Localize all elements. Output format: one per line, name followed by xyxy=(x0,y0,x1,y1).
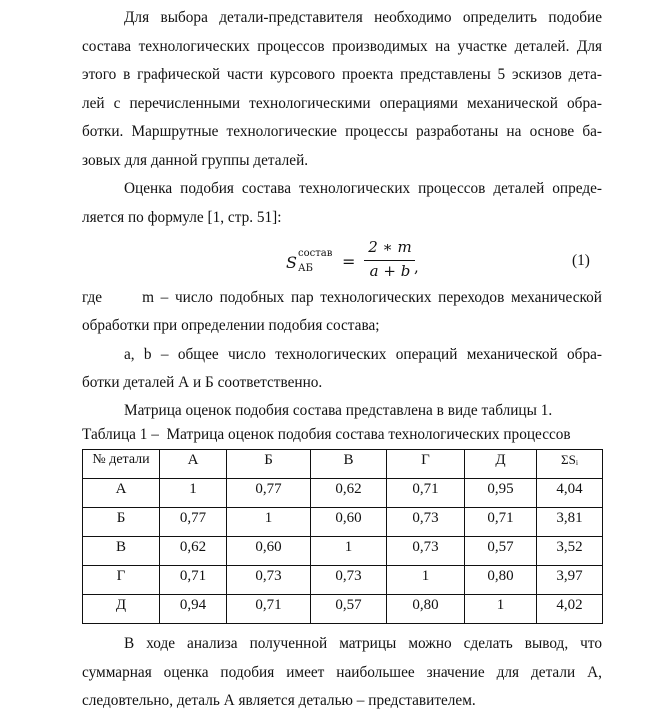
table-cell: 1 xyxy=(465,595,537,624)
table-row xyxy=(83,566,603,595)
header-cell: ΣSᵢ xyxy=(537,450,603,479)
table-cell: 0,95 xyxy=(465,479,537,508)
table-cell: 3,52 xyxy=(537,537,603,566)
conclusion-line: В ходе анализа полученной матрицы можно сделать вывод, что xyxy=(124,635,602,652)
conclusion-line: суммарная оценка подобия имеет наибольшее значение для детали А, xyxy=(82,664,602,681)
formula-denominator: a + b xyxy=(369,262,411,280)
formula-equals: = xyxy=(342,252,356,271)
header-cell: Г xyxy=(387,450,465,479)
table-cell: 1 xyxy=(160,479,227,508)
table-cell: В xyxy=(83,537,160,566)
table-cell: 0,73 xyxy=(227,566,311,595)
table-cell: Д xyxy=(83,595,160,624)
paragraph-1-line: ботки. Маршрутные технологические процессы разработаны на основе ба- xyxy=(82,123,602,140)
table-cell: 3,97 xyxy=(537,566,603,595)
table-row xyxy=(83,479,603,508)
table-cell: 0,73 xyxy=(311,566,387,595)
where-line: ботки деталей А и Б соответственно. xyxy=(82,374,323,391)
table-row xyxy=(83,508,603,537)
table-cell: 1 xyxy=(387,566,465,595)
similarity-matrix-table xyxy=(82,449,603,624)
table-cell: 0,77 xyxy=(227,479,311,508)
table-header-row xyxy=(83,450,603,479)
header-cell: Б xyxy=(227,450,311,479)
formula-superscript: состав xyxy=(298,248,333,259)
formula-symbol: S xyxy=(286,253,297,272)
table-cell: 4,04 xyxy=(537,479,603,508)
paragraph-2-line: Оценка подобия состава технологических процессов деталей опреде- xyxy=(124,180,602,197)
table-cell: 0,60 xyxy=(311,508,387,537)
table-cell: 0,80 xyxy=(387,595,465,624)
paragraph-1-line: этого в графической части курсового проекта представлены 5 эскизов дета- xyxy=(82,66,602,83)
formula-subscript: АБ xyxy=(298,263,313,274)
header-cell: Д xyxy=(465,450,537,479)
table-cell: 0,71 xyxy=(160,566,227,595)
where-line: обработки при определении подобия состава; xyxy=(82,317,380,334)
table-cell: А xyxy=(83,479,160,508)
where-line: a, b – общее число технологических операций механической обра- xyxy=(124,346,602,363)
header-cell: А xyxy=(160,450,227,479)
table-intro: Матрица оценок подобия состава представлена в виде таблицы 1. xyxy=(124,402,553,419)
formula-numerator: 2 ∗ m xyxy=(368,238,412,256)
paragraph-1-line: лей с перечисленными технологическими операциями механической обра- xyxy=(82,95,602,112)
table-cell: 0,94 xyxy=(160,595,227,624)
table-cell: 0,62 xyxy=(160,537,227,566)
table-cell: 3,81 xyxy=(537,508,603,537)
table-cell: 0,62 xyxy=(311,479,387,508)
table-row xyxy=(83,537,603,566)
table-cell: 0,57 xyxy=(465,537,537,566)
table-cell: Б xyxy=(83,508,160,537)
equation-number: (1) xyxy=(572,252,590,269)
paragraph-1-line: состава технологических процессов производимых на участке деталей. Для xyxy=(82,38,602,55)
where-line: где m – число подобных пар технологических переходов механической xyxy=(82,289,602,306)
table-cell: 0,71 xyxy=(227,595,311,624)
paragraph-1-line: Для выбора детали-представителя необходимо определить подобие xyxy=(124,9,602,26)
table-cell: 0,60 xyxy=(227,537,311,566)
table-cell: 0,77 xyxy=(160,508,227,537)
paragraph-1-line: зовых для данной группы деталей. xyxy=(82,152,309,169)
table-cell: Г xyxy=(83,566,160,595)
table-cell: 4,02 xyxy=(537,595,603,624)
table-cell: 0,73 xyxy=(387,508,465,537)
table-caption: Таблица 1 – Матрица оценок подобия состава технологических процессов xyxy=(82,426,571,443)
table-cell: 1 xyxy=(311,537,387,566)
table-row xyxy=(83,595,603,624)
table-cell: 0,73 xyxy=(387,537,465,566)
fraction-bar xyxy=(364,260,415,261)
paragraph-2-line: ляется по формуле [1, стр. 51]: xyxy=(82,209,282,226)
conclusion-line: следовтельно, деталь А является деталью – представителем. xyxy=(82,692,476,709)
table-cell: 0,71 xyxy=(387,479,465,508)
table-cell: 1 xyxy=(227,508,311,537)
header-cell: В xyxy=(311,450,387,479)
formula-comma: , xyxy=(414,258,419,276)
header-cell: № детали xyxy=(83,450,160,479)
table-cell: 0,57 xyxy=(311,595,387,624)
table-cell: 0,80 xyxy=(465,566,537,595)
table-cell: 0,71 xyxy=(465,508,537,537)
